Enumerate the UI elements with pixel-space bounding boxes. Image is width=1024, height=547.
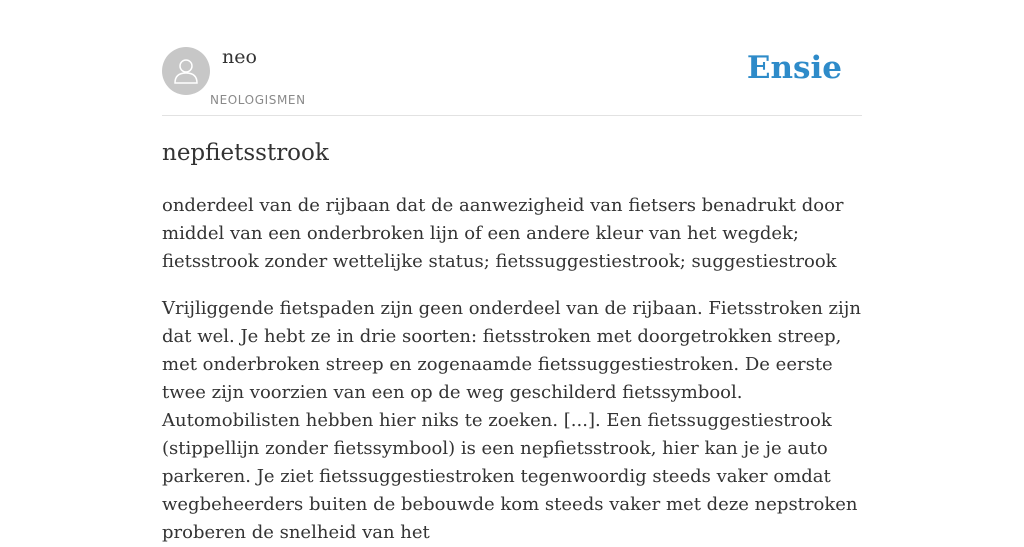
collection-link[interactable]: NEOLOGISMEN [210,93,306,107]
entry-example: Vrijliggende fietspaden zijn geen onderdeel van de rijbaan. Fietsstroken zijn dat wel. Je hebt ze in drie soorten: fietsstroken met doorgetrokken streep, met onderbroken streep en zogenaamde fietssuggestiestroken. De eerste twee zijn voorzien van een op de weg geschilderd fietssymbool. Automobilisten hebben hier niks te zoeken. [...]. Een fietssuggestiestrook (stippellijn zonder fietssymbool) is een nepfietsstrook, hier kan je je auto parkeren. Je ziet fietssuggestiestroken tegenwoordig steeds vaker omdat wegbeheerders buiten de bebouwde kom steeds vaker met deze nepstroken proberen de snelheid van het [162,298,861,543]
content-container [162,0,862,543]
username-link[interactable]: neo [222,46,257,68]
entry-definition: onderdeel van de rijbaan dat de aanwezigheid van fietsers benadrukt door middel van een onderbroken lijn of een andere kleur van het wegdek; fietsstrook zonder wettelijke status; fietssuggestiestrook; suggestiestrook [162,195,844,272]
header [162,0,862,116]
entry-term: nepfietsstrook [162,140,329,166]
brand-logo[interactable]: Ensie [746,50,842,86]
avatar[interactable] [162,47,210,95]
user-icon [171,56,201,86]
